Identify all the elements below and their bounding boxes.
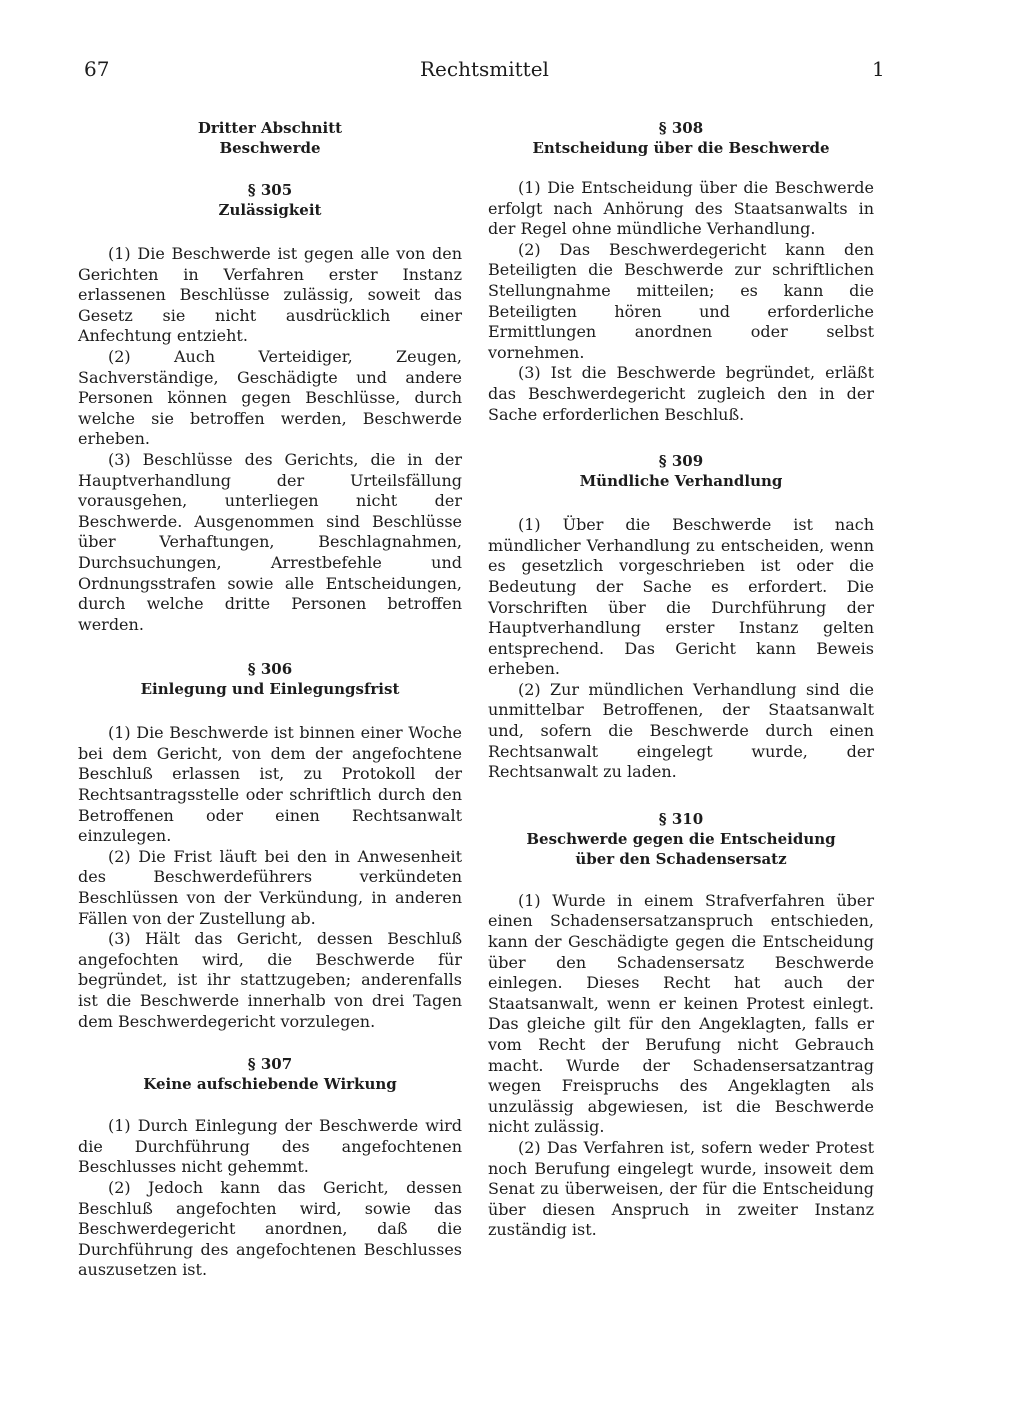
paragraph: (1) Die Beschwerde ist gegen alle von den Gerichten in Verfahren erster Instanz erlassenen Beschlüsse zulässig, soweit das Gesetz sie nicht ausdrücklich einer Anfechtung entzieht. <box>78 244 462 346</box>
part-title: Beschwerde <box>219 139 321 157</box>
section-title: Entscheidung über die Beschwerde <box>532 139 830 157</box>
paragraph: (1) Die Beschwerde ist binnen einer Woche bei dem Gericht, von dem der angefochtene Beschluß erlassen ist, zu Protokoll der Rechtsantragsstelle oder schriftlich durch den Betroffenen oder einen Rechtsanwalt einzulegen. <box>78 723 462 846</box>
paragraph: (2) Zur mündlichen Verhandlung sind die unmittelbar Betroffenen, der Staatsanwalt und, sofern die Beschwerde durch einen Rechtsanwalt eingelegt wurde, der Rechtsanwalt zu laden. <box>488 679 874 782</box>
paragraph: (1) Die Entscheidung über die Beschwerde erfolgt nach Anhörung des Staatsanwalts in der Regel ohne mündliche Verhandlung. <box>488 178 874 239</box>
section-number: § 310 <box>658 809 704 828</box>
section-number: § 309 <box>658 452 704 471</box>
paragraph: (2) Jedoch kann das Gericht, dessen Beschluß angefochten wird, sowie das Beschwerdegericht anordnen, daß die Durchführung des angefochtenen Beschlusses auszusetzen ist. <box>78 1177 462 1280</box>
section-title: Einlegung und Einlegungsfrist <box>140 680 400 699</box>
section-title: Zulässigkeit <box>218 201 322 219</box>
paragraph: (3) Beschlüsse des Gerichts, die in der Hauptverhandlung der Urteilsfällung vorausgehen, unterliegen nicht der Beschwerde. Ausgenommen sind Beschlüsse über Verhaftungen, Beschlagnahmen, Durchsuchungen, Arrestbefehle und Ordnungsstrafen sowie alle Entscheidungen, durch welche dritte Personen betroffen werden. <box>78 449 462 634</box>
section-title: Keine aufschiebende Wirkung <box>143 1075 397 1094</box>
part-heading: Dritter Abschnitt <box>197 119 343 137</box>
section-title-line: über den Schadensersatz <box>575 849 787 868</box>
section-title: Mündliche Verhandlung <box>579 472 783 491</box>
paragraph: (2) Das Verfahren ist, sofern weder Protest noch Berufung eingelegt wurde, insoweit dem Senat zu überweisen, der für die Entscheidung über diesen Anspruch in zweiter Instanz zuständig ist. <box>488 1137 874 1240</box>
running-title: Rechtsmittel <box>420 57 549 81</box>
section-title-line: Beschwerde gegen die Entscheidung <box>526 829 836 848</box>
section-number: § 308 <box>658 119 704 137</box>
paragraph: (3) Hält das Gericht, dessen Beschluß angefochten wird, die Beschwerde für begründet, ist ihr stattzugeben; anderenfalls ist die Beschwerde innerhalb von drei Tagen dem Beschwerdegericht vorzulegen. <box>78 929 462 1031</box>
left-column <box>78 118 462 1281</box>
paragraph: (2) Auch Verteidiger, Zeugen, Sachverständige, Geschädigte und andere Personen können gegen Beschlüsse, durch welche sie betroffen werden, Beschwerde erheben. <box>78 346 462 449</box>
right-column <box>488 118 874 1241</box>
section-number: § 306 <box>247 660 293 679</box>
paragraph: (2) Die Frist läuft bei den in Anwesenheit des Beschwerdeführers verkündeten Beschlüssen von der Verkündung, in anderen Fällen von der Zustellung ab. <box>78 846 462 928</box>
page-number: 67 <box>84 57 110 81</box>
volume-number: 1 <box>872 57 885 81</box>
section-number: § 307 <box>247 1055 293 1074</box>
paragraph: (1) Wurde in einem Strafverfahren über einen Schadensersatzanspruch entschieden, kann der Geschädigte gegen die Entscheidung über den Schadensersatz Beschwerde einlegen. Dieses Recht hat auch der Staatsanwalt, wenn er keinen Protest einlegt. Das gleiche gilt für den Angeklagten, falls er vom Recht der Berufung nicht Gebrauch macht. Wurde der Schadensersatzantrag wegen Freispruchs des Angeklagten als unzulässig abgewiesen, ist die Beschwerde nicht zulässig. <box>488 890 874 1137</box>
paragraph: (1) Über die Beschwerde ist nach mündlicher Verhandlung zu entscheiden, wenn es gesetzlich vorgeschrieben ist oder die Bedeutung der Sache es erfordert. Die Vorschriften über die Durchführung der Hauptverhandlung erster Instanz gelten entsprechend. Das Gericht kann Beweis erheben. <box>488 515 874 679</box>
paragraph: (3) Ist die Beschwerde begründet, erläßt das Beschwerdegericht zugleich den in der Sache erforderlichen Beschluß. <box>488 363 874 424</box>
paragraph: (2) Das Beschwerdegericht kann den Beteiligten die Beschwerde zur schriftlichen Stellungnahme mitteilen; es kann die Beteiligten hören und erforderliche Ermittlungen anordnen oder selbst vornehmen. <box>488 239 874 362</box>
paragraph: (1) Durch Einlegung der Beschwerde wird die Durchführung des angefochtenen Beschlusses nicht gehemmt. <box>78 1116 462 1177</box>
section-number: § 305 <box>247 181 293 199</box>
